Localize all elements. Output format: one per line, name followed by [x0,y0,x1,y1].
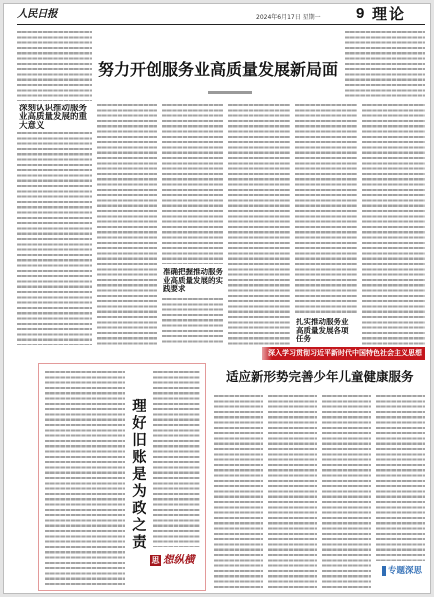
lead-article-subheading: 扎实推动服务业高质量发展各项任务 [296,318,349,343]
second-article-body-text [268,395,317,590]
issue-date: 2024年6月17日 星期一 [256,14,321,21]
second-article-headline: 适应新形势完善少年儿童健康服务 [226,369,414,384]
column-logo-text: 想纵横 [163,554,195,566]
lead-article-subheading: 深刻认识推动服务业高质量发展的重大意义 [19,104,88,131]
lead-article-body-text [97,104,157,345]
second-article-body-text [376,395,425,561]
commentary-body-text [45,371,125,585]
lead-article-body-text [162,104,223,264]
second-article-body-text [214,395,263,590]
lead-article-body-text [17,132,92,345]
lead-article-subheading: 准确把握推动服务业高质量发展的实践要求 [163,268,223,293]
feature-logo-text: 专题深思 [388,566,423,576]
commentary-title: 理好旧账是为政之责 [130,398,146,551]
lead-article-headline: 努力开创服务业高质量发展新局面 [98,60,339,79]
commentary-body-text [153,371,200,547]
theme-banner-text: 深入学习贯彻习近平新时代中国特色社会主义思想 [268,349,422,357]
second-article-body-text [322,395,371,590]
lead-article-byline [208,91,252,94]
lead-article-body-text [228,104,290,345]
column-logo-seal: 思 [151,555,160,565]
page-number: 9 [356,5,365,22]
lead-article-body-text [345,31,425,99]
lead-article-body-text [295,104,357,314]
lead-article-body-text [17,31,92,101]
theme-banner [262,347,425,360]
lead-article-body-text [162,298,223,345]
section-name: 理论 [372,5,407,23]
lead-article-body-text [362,104,425,345]
feature-logo [382,566,422,576]
masthead-logo: 人民日报 [17,8,57,20]
header-rule [17,24,425,25]
feature-logo-bar [382,566,386,576]
column-logo [150,554,195,566]
